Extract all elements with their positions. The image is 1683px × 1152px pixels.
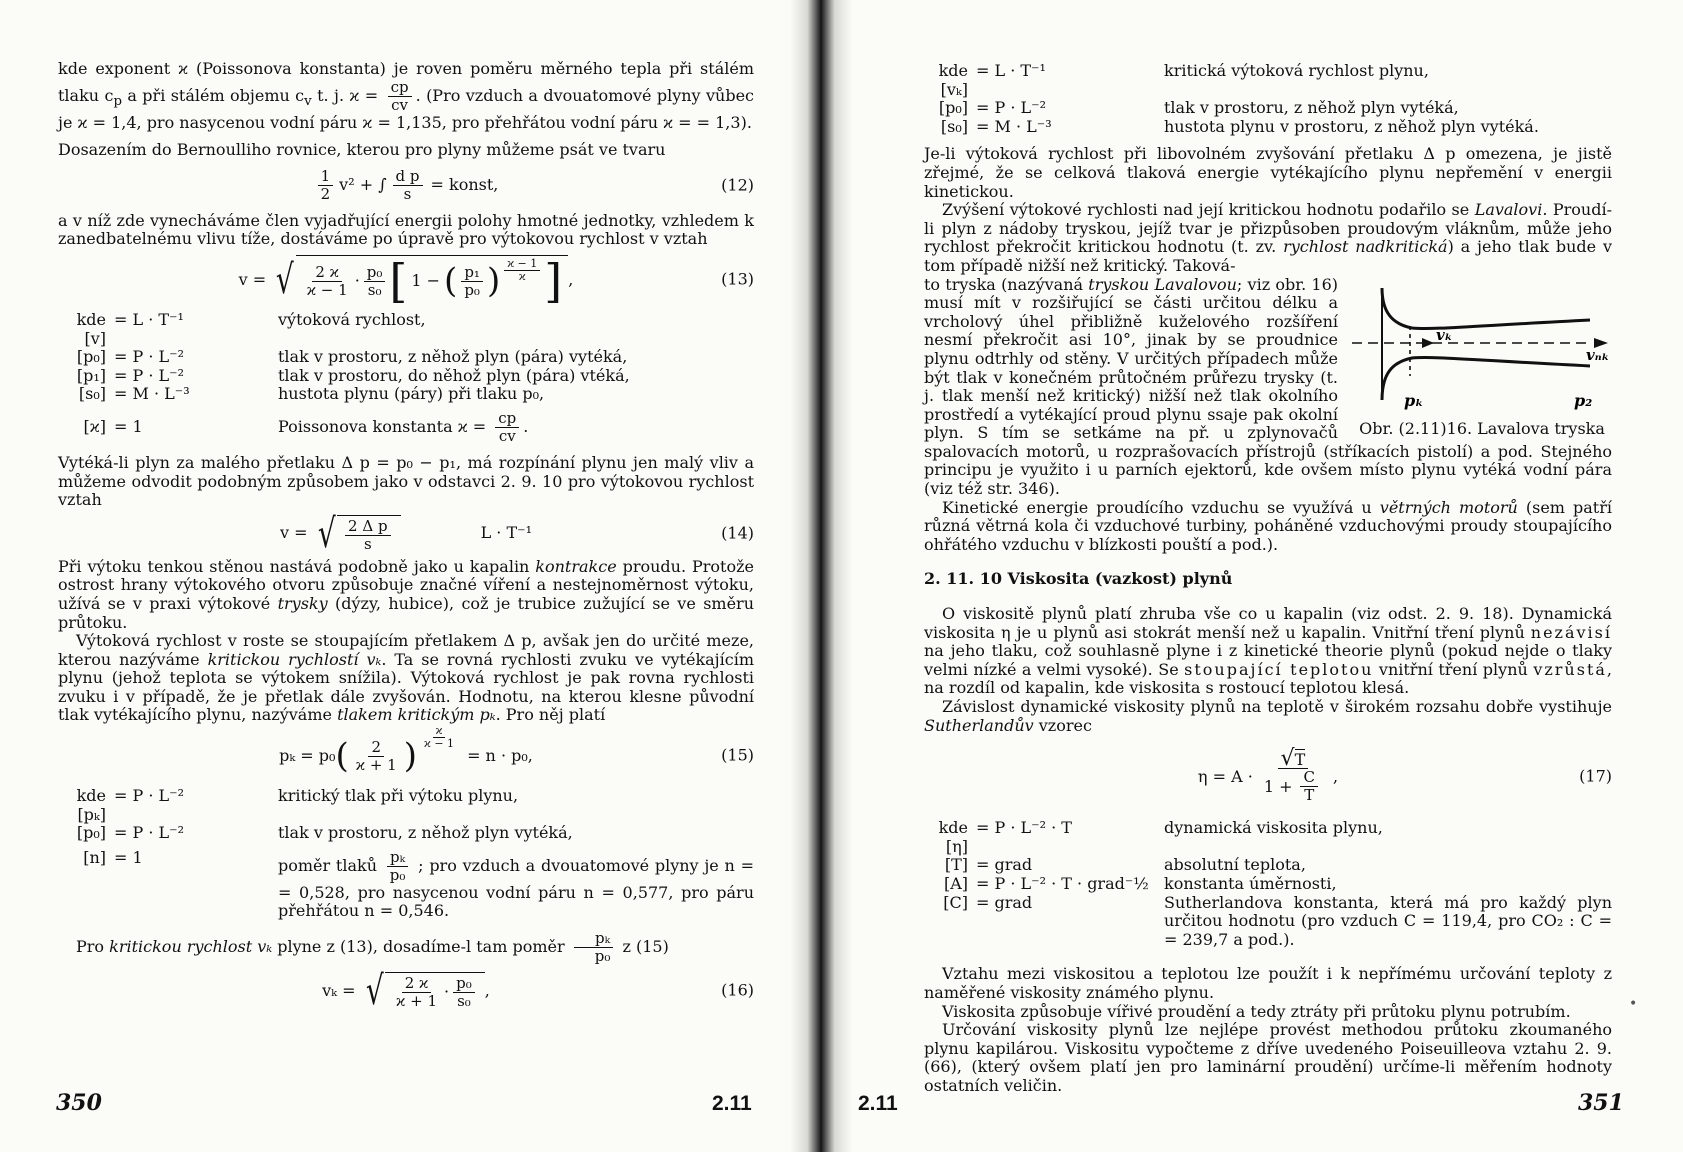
page-number: 350 [56, 1090, 102, 1116]
definition-text: absolutní teplota, [1164, 855, 1306, 875]
definitions-17 [924, 819, 1612, 949]
section-heading-viscosity: 2. 11. 10 Viskosita (vazkost) plynů [924, 569, 1233, 589]
fraction-cp-cv: $\frac{cp}{cv}$ [388, 79, 412, 114]
definition-symbol: kde [η] [938, 818, 968, 856]
definition-symbol: [s₀] [940, 116, 968, 136]
vortex-paragraph: Viskosita způsobuje vířivé proudění a tedy ztráty při průtoku plynu potrubím. [942, 1001, 1571, 1021]
definition-dimension: = P · L⁻² · T · grad⁻½ [976, 873, 1149, 893]
equation-17: η = A · √T 1 + $\frac{C}{T}$ , (17) [1197, 746, 1612, 805]
measurement-paragraph: Určování viskosity plynů lze nejlépe provést methodou průtoku zkoumaného plynu kapilárou. Viskositu vypočteme z dříve uvedeného Poiseuilleova vztahu 2. 9. (66), (který ovšem platí jen pro laminární proudění) určíme-li měřením hodnoty ostatních veličin. [924, 1020, 1612, 1095]
wind-motors-paragraph: Kinetické energie proudícího vzduchu se využívá u větrných motorů (sem patří různá větrná kola či vzduchové turbiny, poháněné vzduchovými proudy stoupajícího ohřátého vzduchu v blízkosti pouští a pod.). [924, 497, 1612, 554]
definition-symbol: [p₀] [76, 347, 106, 367]
definition-text: tlak v prostoru, z něhož plyn vytéká, [1164, 98, 1459, 118]
definition-dimension: = P · L⁻² [976, 98, 1046, 118]
equation-number: (14) [721, 523, 754, 543]
definition-text: tlak v prostoru, z něhož plyn vytéká, [278, 823, 573, 843]
contraction-paragraph: Při výtoku tenkou stěnou nastává podobně jako u kapalin kontrakce proudu. Protože ostrost hrany výtokového otvoru způsobuje značné víření a nestejnoměrnost výtoku, užívá se v praxi výtokové trysky (dýzy, hubice), což je trubice zužující se ve směru průtoku. [58, 556, 755, 632]
equation-number: (17) [1579, 766, 1612, 786]
definition-text: hustota plynu (páry) při tlaku p₀, [278, 384, 545, 404]
section-number: 2.11 [712, 1092, 752, 1115]
definition-n: [n] = 1 poměr tlaků $\frac{\text{pₖ}}{\text{p₀}}$ ; pro vzduch a dvouatomové plyny je n = = 0,528, pro nasycenou vodní páru n = 0,577, pro páru přehřátou n = 0,546. [83, 847, 755, 921]
definition-dimension: = grad [976, 855, 1033, 875]
definition-symbol: [p₀] [938, 98, 968, 118]
limit-paragraph: Je-li výtoková rychlost při libovolném zvyšování přetlaku Δ p omezena, je jistě zřejmé, že se celková tlaková energie vytékajícího plynu nepřemění v energii kinetickou. [924, 144, 1612, 201]
laval-nozzle-diagram [1352, 282, 1612, 412]
definition-dimension: = grad [976, 892, 1033, 912]
critical-velocity-paragraph: Pro kritickou rychlost vₖ plyne z (13), dosadíme-l tam poměr $\frac{\text{pₖ}}{\text{p₀}}$ z (15) [76, 929, 669, 966]
flow-arrow-critical [1422, 338, 1434, 348]
definition-symbol: [A] [943, 873, 968, 893]
equation-13: v = √ $\frac{2 ϰ}{ϰ - 1}$ · $\frac{\text{p₀}}{\text{s₀}}$ [ 1 − ( $\frac{\text{p₁}}{\text{p₀}}$ ) $\frac{ϰ - 1}{ϰ}$ ] , (13) [238, 254, 754, 309]
book-gutter [790, 0, 852, 1152]
definition-dimension: = M · L⁻³ [114, 384, 190, 404]
definition-text: tlak v prostoru, z něhož plyn (pára) vytéká, [278, 347, 628, 367]
label-pk: pₖ [1404, 390, 1424, 410]
left-page-content [58, 60, 754, 1017]
definition-symbol: [p₀] [76, 823, 106, 843]
definition-dimension: = P · L⁻² [114, 365, 184, 385]
bernoulli-paragraph: Dosazením do Bernoulliho rovnice, kterou pro plyny můžeme psát ve tvaru [58, 140, 666, 160]
figure-caption: Obr. (2.11)16. Lavalova tryska [1359, 419, 1605, 439]
left-page [0, 0, 790, 1152]
definition-text: konstanta úměrnosti, [1164, 873, 1337, 893]
definition-dimension: = L · T⁻¹ [976, 61, 1046, 80]
equation-number: (16) [721, 980, 754, 1000]
definition-dimension: = L · T⁻¹ [114, 309, 184, 329]
equation-15: pₖ = p₀ ( $\frac{2}{ϰ + 1}$ ) $\frac{ϰ}{ϰ - 1}$ = n · p₀, (15) [279, 724, 754, 777]
critical-speed-paragraph: Výtoková rychlost v roste se stoupajícím přetlakem Δ p, avšak jen do určité meze, kterou nazýváme kritickou rychlostí vₖ. Ta se rovná rychlosti zvuku ve vytékajícím plynu (jehož teplota se výtokem snížila). Výtoková rychlost je pak rovna rychlosti zvuku i v případě, že je přetlak dále zvyšován. Hodnotu, na kterou klesne původní tlak vytékajícího plynu, nazýváme tlakem kritickým pₖ. Pro něj platí [58, 631, 755, 725]
page-number: 351 [1578, 1090, 1624, 1116]
definitions-16 [924, 62, 1612, 136]
definition-kappa: [ϰ] = 1 Poissonova konstanta ϰ = $\frac{cp}{cv}$ . [83, 408, 529, 445]
definitions-13 [58, 311, 754, 404]
definition-symbol: [s₀] [78, 384, 106, 404]
definition-dimension: = P · L⁻² [114, 786, 184, 806]
equation-16: vₖ = √ $\frac{2 ϰ}{ϰ + 1}$ · $\frac{\text{p₀}}{\text{s₀}}$ , (16) [322, 968, 754, 1015]
right-page-content [924, 62, 1612, 1096]
definition-text: výtoková rychlost, [278, 309, 426, 329]
label-vnk: vₙₖ [1586, 345, 1610, 364]
definition-text: hustota plynu v prostoru, z něhož plyn vytéká. [1164, 116, 1539, 136]
definition-symbol: kde [pₖ] [76, 786, 106, 824]
definition-dimension: = P · L⁻² · T [976, 818, 1072, 838]
viscosity-paragraph: O viskositě plynů platí zhruba vše co u kapalin (viz odst. 2. 9. 18). Dynamická viskosita η je u plynů asi stokrát menší než u kapalin. Vnitřní tření plynů nezávisí na jeho tlaku, což souhlasně plyne i z kinetické theorie plynů (pokud nejde o tlaky velmi nízké a velmi vysoké). Se stoupající teplotou vnitřní tření plynů vzrůstá, na rozdíl od kapalin, kde viskosita s rostoucí teplotou klesá. [924, 604, 1613, 698]
definition-symbol: [T] [944, 855, 968, 875]
label-vk: vₖ [1436, 325, 1453, 344]
definition-symbol: kde [vₖ] [938, 61, 968, 99]
section-number: 2.11 [858, 1092, 898, 1115]
laval-paragraph-intro: Zvýšení výtokové rychlosti nad její kritickou hodnotu podařilo se Lavalovi. Proudí-li plyn z nádoby tryskou, jejíž tvar je přizpůsoben proudovým vláknům, může jeho rychlost překročit kritickou hodnotu (t. zv. rychlost nadkritická) a jeho tlak bude v tom případě nižší než kritický. Taková- [924, 200, 1613, 275]
definition-text: kritický tlak při výtoku plynu, [278, 786, 519, 806]
laval-nozzle-figure [1352, 282, 1612, 439]
small-overpressure-paragraph: Vytéká-li plyn za malého přetlaku Δ p = p₀ − p₁, má rozpínání plynu jen malý vliv a můžeme odvodit podobným způsobem jako v odstavci 2. 9. 10 pro výtokovou rychlost vztah [58, 452, 754, 510]
equation-14: v = √ $\frac{\text{2 Δ p}}{s}$ L · T⁻¹ (14) [280, 510, 754, 557]
indirect-temperature-paragraph: Vztahu mezi viskositou a teplotou lze použít i k nepřímému určování teploty z naměřené viskosity známého plynu. [924, 964, 1612, 1002]
label-p2: p₂ [1574, 390, 1593, 410]
definition-dimension: = P · L⁻² [114, 347, 184, 367]
equation-number: (15) [721, 745, 754, 765]
right-page [852, 0, 1683, 1152]
definition-dimension: = M · L⁻³ [976, 116, 1052, 136]
equation-number: (12) [721, 175, 754, 195]
intro-paragraph: kde exponent ϰ (Poissonova konstanta) je roven poměru měrného tepla při stálém tlaku $c_p$ a při stálém objemu $c_v$ t. j. ϰ = $\frac{cp}{cv}$ . (Pro vzduch a dvouatomové plyny vůbec je ϰ = 1,4, pro nasycenou vodní páru ϰ = 1,135, pro přehřátou vodní páru ϰ = = 1,3). [58, 59, 755, 132]
definition-text: dynamická viskosita plynu, [1164, 818, 1383, 838]
nozzle-upper-wall [1382, 288, 1590, 329]
definition-text: kritická výtoková rychlost plynu, [1164, 61, 1429, 80]
definition-symbol: [C] [943, 892, 968, 912]
margin-mark: • [1629, 996, 1638, 1012]
definition-symbol: kde [v] [76, 309, 106, 348]
sutherland-paragraph: Závislost dynamické viskosity plynů na teplotě v širokém rozsahu dobře vystihuje Sutherlandův vzorec [924, 697, 1612, 735]
after-eq12-paragraph: a v níž zde vynecháváme člen vyjadřující energii polohy hmotné jednotky, vzhledem k zanedbatelnému vlivu tíže, dostáváme po úpravě pro výtokovou rychlost v vztah [58, 210, 754, 249]
equation-12: $\frac{1}{2}$ v² + ∫ $\frac{\text{d p}}{s}$ = konst, (12) [58, 160, 754, 212]
definition-dimension: = P · L⁻² [114, 823, 184, 843]
definition-text: Sutherlandova konstanta, která má pro každý plyn určitou hodnotu (pro vzduch C = 119,4, pro CO₂ : C = = 239,7 a pod.). [1164, 892, 1612, 949]
definitions-15 [58, 787, 754, 843]
laval-paragraph: to tryska (nazývaná tryskou Lavalovou; viz obr. 16) musí mít v rozšiřující se části určitou délku a vrcholový úhel přibližně kuželového rozšíření nesmí překročit asi 10°, jinak by se proudnice plynu odtrhly od stěny. V určitých případech může být tlak v konečném průtočném průřezu trysky (t. j. tlak menší než kritický) nižší než tlak okolního prostředí a vytékající proud plynu ssaje pak okolní plyn. S tím se setkáme na př. u zplynovačů spalovacích motorů, u rozprašovacích přístrojů (stříkacích pistolí) a pod. Stejného principu je využito i u parních ejektorů, kde ovšem místo plynu vytéká vodní pára (viz též str. 346). [924, 274, 1612, 499]
equation-number: (13) [721, 269, 754, 289]
definition-text: tlak v prostoru, do něhož plyn (pára) vtéká, [278, 365, 630, 385]
definition-symbol: [p₁] [76, 365, 106, 385]
